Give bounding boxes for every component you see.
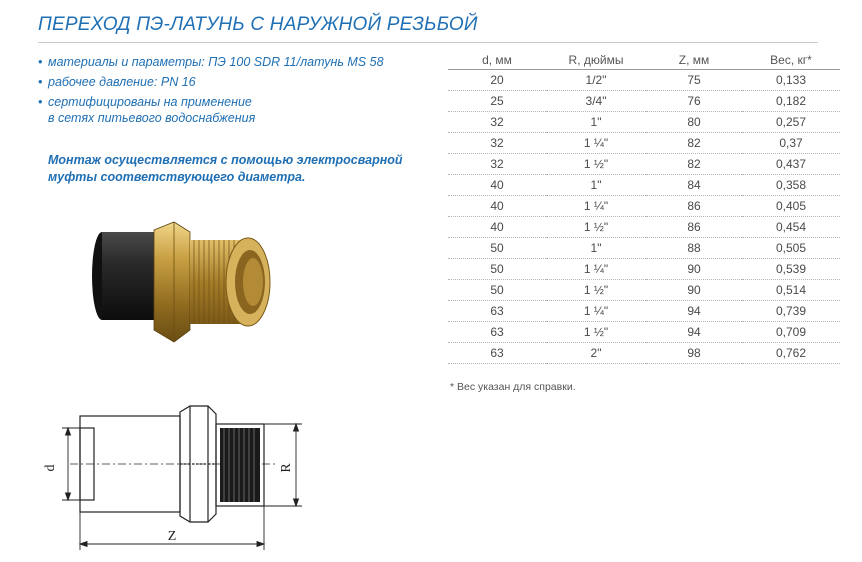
note-line: муфты соответствующего диаметра. <box>48 170 306 184</box>
cell-z: 94 <box>646 301 742 322</box>
cell-weight: 0,539 <box>742 259 840 280</box>
cell-weight: 0,762 <box>742 343 840 364</box>
spec-table <box>448 50 840 364</box>
cell-r: 1 ½" <box>546 280 646 301</box>
table-header-row <box>448 50 840 70</box>
cell-r: 1 ½" <box>546 154 646 175</box>
feature-text: сертифицированы на применение <box>48 95 252 109</box>
cell-z: 94 <box>646 322 742 343</box>
cell-z: 76 <box>646 91 742 112</box>
cell-d: 40 <box>448 175 546 196</box>
cell-z: 86 <box>646 217 742 238</box>
cell-z: 90 <box>646 259 742 280</box>
cell-weight: 0,709 <box>742 322 840 343</box>
cell-r: 1/2" <box>546 70 646 91</box>
note-line: Монтаж осуществляется с помощью электросварной <box>48 153 403 167</box>
cell-z: 80 <box>646 112 742 133</box>
cell-r: 2" <box>546 343 646 364</box>
cell-d: 50 <box>448 280 546 301</box>
table-row <box>448 343 840 364</box>
cell-d: 32 <box>448 112 546 133</box>
table-row <box>448 322 840 343</box>
bullet-dot: • <box>38 95 43 109</box>
cell-d: 40 <box>448 217 546 238</box>
bullet-dot: • <box>38 75 43 89</box>
cell-d: 20 <box>448 70 546 91</box>
cell-r: 1" <box>546 238 646 259</box>
pe-pipe-end <box>92 232 158 320</box>
page-title: ПЕРЕХОД ПЭ-ЛАТУНЬ С НАРУЖНОЙ РЕЗЬБОЙ <box>38 14 478 35</box>
cell-z: 82 <box>646 133 742 154</box>
dimension-label-d: d <box>43 464 58 472</box>
title-divider <box>38 42 818 43</box>
cell-z: 90 <box>646 280 742 301</box>
footnote: * Вес указан для справки. <box>450 381 576 393</box>
cell-r: 1" <box>546 175 646 196</box>
cell-weight: 0,37 <box>742 133 840 154</box>
cell-z: 75 <box>646 70 742 91</box>
feature-item <box>38 74 438 90</box>
cell-r: 1 ¼" <box>546 133 646 154</box>
cell-weight: 0,182 <box>742 91 840 112</box>
table-row <box>448 280 840 301</box>
cell-r: 1 ¼" <box>546 196 646 217</box>
cell-r: 1 ¼" <box>546 301 646 322</box>
cell-d: 50 <box>448 259 546 280</box>
feature-list <box>38 54 438 130</box>
table-row <box>448 91 840 112</box>
table-body <box>448 70 840 364</box>
cell-r: 1 ¼" <box>546 259 646 280</box>
table-row <box>448 175 840 196</box>
table-row <box>448 259 840 280</box>
cell-weight: 0,437 <box>742 154 840 175</box>
cell-d: 63 <box>448 343 546 364</box>
table-row <box>448 70 840 91</box>
bullet-dot: • <box>38 55 43 69</box>
cell-r: 1 ½" <box>546 217 646 238</box>
table-row <box>448 217 840 238</box>
table-row <box>448 301 840 322</box>
cell-weight: 0,739 <box>742 301 840 322</box>
cell-z: 98 <box>646 343 742 364</box>
header-z: Z, мм <box>646 50 742 70</box>
table-row <box>448 133 840 154</box>
brass-hex-nut <box>154 222 190 342</box>
cell-weight: 0,405 <box>742 196 840 217</box>
cell-weight: 0,454 <box>742 217 840 238</box>
table-row <box>448 154 840 175</box>
cell-z: 86 <box>646 196 742 217</box>
cell-d: 40 <box>448 196 546 217</box>
feature-text: материалы и параметры: ПЭ 100 SDR 11/латунь MS 58 <box>48 55 384 69</box>
cell-weight: 0,257 <box>742 112 840 133</box>
dimension-label-r: R <box>279 463 294 473</box>
feature-text-continuation: в сетях питьевого водоснабжения <box>48 111 256 125</box>
technical-drawing <box>40 398 320 554</box>
cell-r: 1 ½" <box>546 322 646 343</box>
product-photo <box>86 218 276 358</box>
header-r: R, дюймы <box>546 50 646 70</box>
cell-d: 63 <box>448 301 546 322</box>
header-weight: Вес, кг* <box>742 50 840 70</box>
cell-d: 63 <box>448 322 546 343</box>
cell-weight: 0,505 <box>742 238 840 259</box>
cell-z: 82 <box>646 154 742 175</box>
cell-weight: 0,133 <box>742 70 840 91</box>
cell-d: 25 <box>448 91 546 112</box>
brass-threaded-end <box>190 238 270 326</box>
header-d: d, мм <box>448 50 546 70</box>
table-row <box>448 238 840 259</box>
cell-z: 88 <box>646 238 742 259</box>
table-row <box>448 112 840 133</box>
feature-text: рабочее давление: PN 16 <box>48 75 196 89</box>
cell-r: 3/4" <box>546 91 646 112</box>
feature-item <box>38 54 438 70</box>
cell-z: 84 <box>646 175 742 196</box>
cell-d: 32 <box>448 154 546 175</box>
cell-weight: 0,358 <box>742 175 840 196</box>
cell-d: 32 <box>448 133 546 154</box>
cell-d: 50 <box>448 238 546 259</box>
cell-r: 1" <box>546 112 646 133</box>
installation-note <box>48 152 428 186</box>
cell-weight: 0,514 <box>742 280 840 301</box>
dimension-label-z: Z <box>167 529 177 544</box>
table-row <box>448 196 840 217</box>
feature-item <box>38 94 438 126</box>
